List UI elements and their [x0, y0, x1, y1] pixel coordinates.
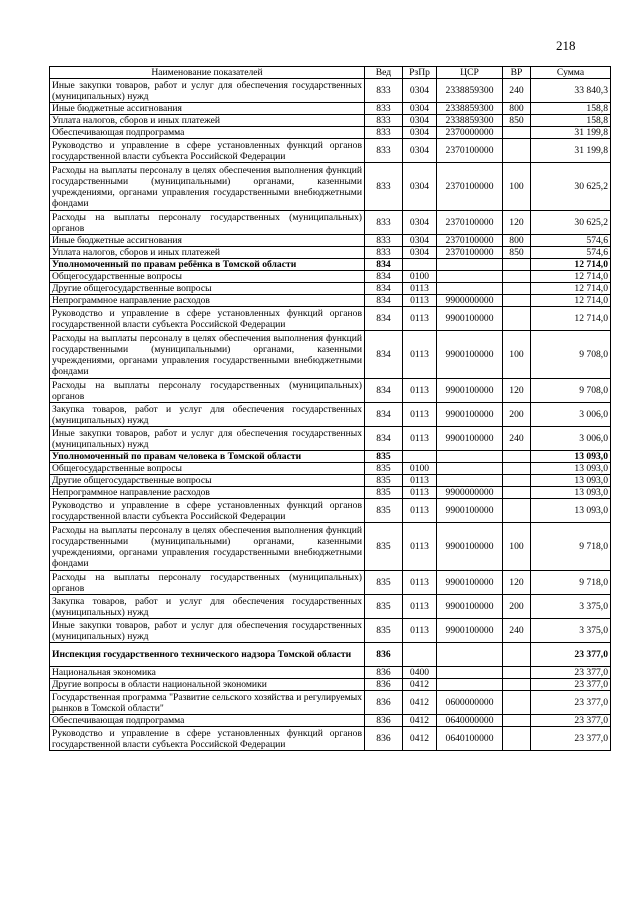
row-name-cell: Уполномоченный по правам человека в Томской области	[50, 451, 365, 463]
table-row	[50, 691, 611, 715]
table-row	[50, 247, 611, 259]
table-header-row	[50, 67, 611, 79]
table-row	[50, 499, 611, 523]
row-vr-cell	[503, 307, 531, 331]
row-name-cell: Расходы на выплаты персоналу в целях обеспечения выполнения функций государственными (муниципальными) органами, казенными учреждениями, органами управления государственными внебюджетными фондами	[50, 331, 365, 379]
table-row	[50, 475, 611, 487]
row-sum-cell: 12 714,0	[531, 307, 611, 331]
row-rzpr-cell: 0100	[403, 271, 437, 283]
row-name-cell: Непрограммное направление расходов	[50, 487, 365, 499]
row-vr-cell: 100	[503, 523, 531, 571]
row-vr-cell	[503, 487, 531, 499]
row-name-cell: Национальная экономика	[50, 667, 365, 679]
row-vr-cell: 100	[503, 331, 531, 379]
row-name-cell: Иные бюджетные ассигнования	[50, 103, 365, 115]
row-ved-cell: 836	[365, 727, 403, 751]
row-ved-cell: 833	[365, 115, 403, 127]
row-rzpr-cell: 0304	[403, 139, 437, 163]
row-ved-cell: 833	[365, 211, 403, 235]
row-csr-cell: 2370100000	[437, 139, 503, 163]
row-name-cell: Инспекция государственного технического надзора Томской области	[50, 643, 365, 667]
row-rzpr-cell: 0304	[403, 115, 437, 127]
row-rzpr-cell: 0113	[403, 619, 437, 643]
row-ved-cell: 833	[365, 127, 403, 139]
table-row	[50, 403, 611, 427]
row-ved-cell: 834	[365, 307, 403, 331]
row-vr-cell	[503, 127, 531, 139]
row-ved-cell: 833	[365, 235, 403, 247]
table-row	[50, 79, 611, 103]
table-row	[50, 307, 611, 331]
row-csr-cell: 2370100000	[437, 247, 503, 259]
row-ved-cell: 834	[365, 331, 403, 379]
row-rzpr-cell: 0304	[403, 247, 437, 259]
row-rzpr-cell: 0100	[403, 463, 437, 475]
row-csr-cell: 0640100000	[437, 727, 503, 751]
row-sum-cell: 9 718,0	[531, 571, 611, 595]
table-row	[50, 643, 611, 667]
table-row	[50, 715, 611, 727]
row-csr-cell: 2370100000	[437, 163, 503, 211]
table-row	[50, 211, 611, 235]
row-rzpr-cell: 0412	[403, 679, 437, 691]
row-csr-cell: 9900100000	[437, 595, 503, 619]
row-ved-cell: 835	[365, 487, 403, 499]
table-row	[50, 487, 611, 499]
row-ved-cell: 836	[365, 667, 403, 679]
row-sum-cell: 30 625,2	[531, 163, 611, 211]
row-rzpr-cell: 0304	[403, 103, 437, 115]
row-vr-cell	[503, 499, 531, 523]
table-row	[50, 667, 611, 679]
row-name-cell: Обеспечивающая подпрограмма	[50, 715, 365, 727]
row-sum-cell: 574,6	[531, 247, 611, 259]
row-csr-cell: 0600000000	[437, 691, 503, 715]
table-row	[50, 235, 611, 247]
row-ved-cell: 834	[365, 295, 403, 307]
row-vr-cell	[503, 451, 531, 463]
row-name-cell: Другие общегосударственные вопросы	[50, 475, 365, 487]
row-csr-cell: 9900100000	[437, 427, 503, 451]
table-row	[50, 379, 611, 403]
row-ved-cell: 833	[365, 103, 403, 115]
row-ved-cell: 835	[365, 499, 403, 523]
row-csr-cell	[437, 259, 503, 271]
row-vr-cell: 240	[503, 619, 531, 643]
row-rzpr-cell: 0113	[403, 283, 437, 295]
row-csr-cell	[437, 667, 503, 679]
row-vr-cell	[503, 643, 531, 667]
page-number: 218	[556, 38, 576, 53]
row-name-cell: Уплата налогов, сборов и иных платежей	[50, 115, 365, 127]
row-ved-cell: 835	[365, 595, 403, 619]
row-ved-cell: 834	[365, 427, 403, 451]
row-sum-cell: 13 093,0	[531, 475, 611, 487]
row-csr-cell: 9900100000	[437, 523, 503, 571]
row-sum-cell: 9 708,0	[531, 331, 611, 379]
row-csr-cell: 9900000000	[437, 487, 503, 499]
row-sum-cell: 23 377,0	[531, 691, 611, 715]
row-name-cell: Закупка товаров, работ и услуг для обеспечения государственных (муниципальных) нужд	[50, 403, 365, 427]
row-rzpr-cell: 0113	[403, 295, 437, 307]
row-sum-cell: 12 714,0	[531, 295, 611, 307]
table-row	[50, 679, 611, 691]
row-name-cell: Государственная программа "Развитие сельского хозяйства и регулируемых рынков в Томской области"	[50, 691, 365, 715]
row-vr-cell: 120	[503, 379, 531, 403]
row-ved-cell: 834	[365, 283, 403, 295]
table-row	[50, 331, 611, 379]
row-rzpr-cell: 0113	[403, 403, 437, 427]
table-row	[50, 571, 611, 595]
row-rzpr-cell: 0304	[403, 79, 437, 103]
row-name-cell: Руководство и управление в сфере установленных функций органов государственной власти субъекта Российской Федерации	[50, 727, 365, 751]
row-ved-cell: 834	[365, 271, 403, 283]
row-csr-cell: 9900100000	[437, 379, 503, 403]
table-row	[50, 103, 611, 115]
row-name-cell: Непрограммное направление расходов	[50, 295, 365, 307]
row-ved-cell: 833	[365, 247, 403, 259]
row-sum-cell: 23 377,0	[531, 715, 611, 727]
table-row	[50, 451, 611, 463]
row-sum-cell: 3 006,0	[531, 427, 611, 451]
row-sum-cell: 23 377,0	[531, 643, 611, 667]
row-sum-cell: 158,8	[531, 103, 611, 115]
row-rzpr-cell: 0304	[403, 127, 437, 139]
row-vr-cell	[503, 727, 531, 751]
row-ved-cell: 833	[365, 79, 403, 103]
row-csr-cell	[437, 475, 503, 487]
row-vr-cell: 200	[503, 403, 531, 427]
row-rzpr-cell: 0113	[403, 379, 437, 403]
table-row	[50, 259, 611, 271]
row-name-cell: Другие общегосударственные вопросы	[50, 283, 365, 295]
header-rzpr: РзПр	[403, 67, 437, 79]
row-rzpr-cell: 0113	[403, 595, 437, 619]
row-name-cell: Руководство и управление в сфере установленных функций органов государственной власти субъекта Российской Федерации	[50, 499, 365, 523]
row-rzpr-cell: 0113	[403, 523, 437, 571]
row-sum-cell: 23 377,0	[531, 679, 611, 691]
table-row	[50, 463, 611, 475]
table-body	[50, 79, 611, 751]
row-ved-cell: 836	[365, 643, 403, 667]
row-csr-cell	[437, 643, 503, 667]
row-sum-cell: 31 199,8	[531, 139, 611, 163]
row-ved-cell: 836	[365, 715, 403, 727]
row-csr-cell	[437, 679, 503, 691]
row-csr-cell: 9900100000	[437, 499, 503, 523]
row-vr-cell	[503, 667, 531, 679]
row-sum-cell: 13 093,0	[531, 487, 611, 499]
row-vr-cell: 240	[503, 427, 531, 451]
header-csr: ЦСР	[437, 67, 503, 79]
table-row	[50, 115, 611, 127]
row-csr-cell: 9900000000	[437, 295, 503, 307]
row-vr-cell	[503, 691, 531, 715]
row-vr-cell: 850	[503, 247, 531, 259]
row-sum-cell: 13 093,0	[531, 499, 611, 523]
row-vr-cell	[503, 139, 531, 163]
row-ved-cell: 833	[365, 139, 403, 163]
row-name-cell: Расходы на выплаты персоналу в целях обеспечения выполнения функций государственными (муниципальными) органами, казенными учреждениями, органами управления государственными внебюджетными фондами	[50, 523, 365, 571]
row-ved-cell: 835	[365, 523, 403, 571]
row-ved-cell: 835	[365, 451, 403, 463]
row-sum-cell: 30 625,2	[531, 211, 611, 235]
row-vr-cell	[503, 295, 531, 307]
row-sum-cell: 574,6	[531, 235, 611, 247]
row-csr-cell	[437, 271, 503, 283]
table-row	[50, 523, 611, 571]
row-csr-cell: 9900100000	[437, 403, 503, 427]
table-row	[50, 163, 611, 211]
row-rzpr-cell: 0412	[403, 715, 437, 727]
row-name-cell: Иные закупки товаров, работ и услуг для обеспечения государственных (муниципальных) нужд	[50, 619, 365, 643]
row-name-cell: Расходы на выплаты персоналу государственных (муниципальных) органов	[50, 379, 365, 403]
row-sum-cell: 158,8	[531, 115, 611, 127]
row-name-cell: Обеспечивающая подпрограмма	[50, 127, 365, 139]
row-name-cell: Иные закупки товаров, работ и услуг для обеспечения государственных (муниципальных) нужд	[50, 427, 365, 451]
row-csr-cell: 0640000000	[437, 715, 503, 727]
row-csr-cell	[437, 283, 503, 295]
row-csr-cell: 9900100000	[437, 571, 503, 595]
row-rzpr-cell: 0113	[403, 487, 437, 499]
row-rzpr-cell	[403, 451, 437, 463]
row-sum-cell: 9 718,0	[531, 523, 611, 571]
row-csr-cell	[437, 451, 503, 463]
row-sum-cell: 31 199,8	[531, 127, 611, 139]
row-sum-cell: 9 708,0	[531, 379, 611, 403]
row-sum-cell: 12 714,0	[531, 283, 611, 295]
row-rzpr-cell: 0304	[403, 211, 437, 235]
row-vr-cell	[503, 715, 531, 727]
row-ved-cell: 836	[365, 679, 403, 691]
row-rzpr-cell: 0412	[403, 691, 437, 715]
row-vr-cell: 100	[503, 163, 531, 211]
header-vr: ВР	[503, 67, 531, 79]
row-ved-cell: 833	[365, 163, 403, 211]
table-row	[50, 271, 611, 283]
row-csr-cell: 2370000000	[437, 127, 503, 139]
row-rzpr-cell: 0304	[403, 163, 437, 211]
table-row	[50, 619, 611, 643]
row-ved-cell: 835	[365, 619, 403, 643]
row-name-cell: Расходы на выплаты персоналу государственных (муниципальных) органов	[50, 571, 365, 595]
row-rzpr-cell: 0113	[403, 571, 437, 595]
row-rzpr-cell: 0113	[403, 475, 437, 487]
row-csr-cell: 2338859300	[437, 79, 503, 103]
row-name-cell: Руководство и управление в сфере установленных функций органов государственной власти субъекта Российской Федерации	[50, 307, 365, 331]
row-csr-cell: 2338859300	[437, 115, 503, 127]
row-ved-cell: 836	[365, 691, 403, 715]
row-rzpr-cell: 0400	[403, 667, 437, 679]
row-name-cell: Другие вопросы в области национальной экономики	[50, 679, 365, 691]
row-vr-cell: 800	[503, 103, 531, 115]
row-sum-cell: 3 375,0	[531, 619, 611, 643]
row-name-cell: Уполномоченный по правам ребёнка в Томской области	[50, 259, 365, 271]
row-ved-cell: 835	[365, 463, 403, 475]
table-row	[50, 427, 611, 451]
row-vr-cell: 120	[503, 211, 531, 235]
row-rzpr-cell: 0113	[403, 499, 437, 523]
row-vr-cell	[503, 679, 531, 691]
row-vr-cell	[503, 463, 531, 475]
row-csr-cell: 9900100000	[437, 307, 503, 331]
table-row	[50, 295, 611, 307]
table-row	[50, 127, 611, 139]
table-row	[50, 727, 611, 751]
row-rzpr-cell	[403, 643, 437, 667]
row-rzpr-cell: 0113	[403, 307, 437, 331]
row-vr-cell: 120	[503, 571, 531, 595]
row-vr-cell	[503, 259, 531, 271]
row-name-cell: Расходы на выплаты персоналу государственных (муниципальных) органов	[50, 211, 365, 235]
table-row	[50, 283, 611, 295]
row-name-cell: Иные бюджетные ассигнования	[50, 235, 365, 247]
row-vr-cell: 800	[503, 235, 531, 247]
row-ved-cell: 835	[365, 475, 403, 487]
row-name-cell: Иные закупки товаров, работ и услуг для обеспечения государственных (муниципальных) нужд	[50, 79, 365, 103]
row-vr-cell: 850	[503, 115, 531, 127]
row-ved-cell: 834	[365, 259, 403, 271]
row-ved-cell: 835	[365, 571, 403, 595]
row-csr-cell	[437, 463, 503, 475]
row-sum-cell: 12 714,0	[531, 271, 611, 283]
header-sum: Сумма	[531, 67, 611, 79]
row-name-cell: Расходы на выплаты персоналу в целях обеспечения выполнения функций государственными (муниципальными) органами, казенными учреждениями, органами управления государственными внебюджетными фондами	[50, 163, 365, 211]
row-csr-cell: 2338859300	[437, 103, 503, 115]
row-csr-cell: 2370100000	[437, 211, 503, 235]
table-row	[50, 139, 611, 163]
row-sum-cell: 3 006,0	[531, 403, 611, 427]
row-name-cell: Общегосударственные вопросы	[50, 271, 365, 283]
row-sum-cell: 23 377,0	[531, 727, 611, 751]
row-sum-cell: 13 093,0	[531, 451, 611, 463]
row-sum-cell: 13 093,0	[531, 463, 611, 475]
row-csr-cell: 9900100000	[437, 619, 503, 643]
row-name-cell: Закупка товаров, работ и услуг для обеспечения государственных (муниципальных) нужд	[50, 595, 365, 619]
row-name-cell: Общегосударственные вопросы	[50, 463, 365, 475]
row-rzpr-cell: 0113	[403, 331, 437, 379]
budget-table	[49, 66, 611, 751]
row-rzpr-cell	[403, 259, 437, 271]
row-vr-cell: 240	[503, 79, 531, 103]
row-csr-cell: 2370100000	[437, 235, 503, 247]
row-vr-cell	[503, 475, 531, 487]
row-vr-cell	[503, 271, 531, 283]
row-sum-cell: 3 375,0	[531, 595, 611, 619]
table-row	[50, 595, 611, 619]
row-sum-cell: 23 377,0	[531, 667, 611, 679]
row-vr-cell: 200	[503, 595, 531, 619]
row-name-cell: Уплата налогов, сборов и иных платежей	[50, 247, 365, 259]
row-ved-cell: 834	[365, 379, 403, 403]
row-sum-cell: 12 714,0	[531, 259, 611, 271]
row-ved-cell: 834	[365, 403, 403, 427]
row-rzpr-cell: 0412	[403, 727, 437, 751]
row-sum-cell: 33 840,3	[531, 79, 611, 103]
header-ved: Вед	[365, 67, 403, 79]
row-name-cell: Руководство и управление в сфере установленных функций органов государственной власти субъекта Российской Федерации	[50, 139, 365, 163]
row-rzpr-cell: 0113	[403, 427, 437, 451]
row-vr-cell	[503, 283, 531, 295]
header-name: Наименование показателей	[50, 67, 365, 79]
row-csr-cell: 9900100000	[437, 331, 503, 379]
row-rzpr-cell: 0304	[403, 235, 437, 247]
